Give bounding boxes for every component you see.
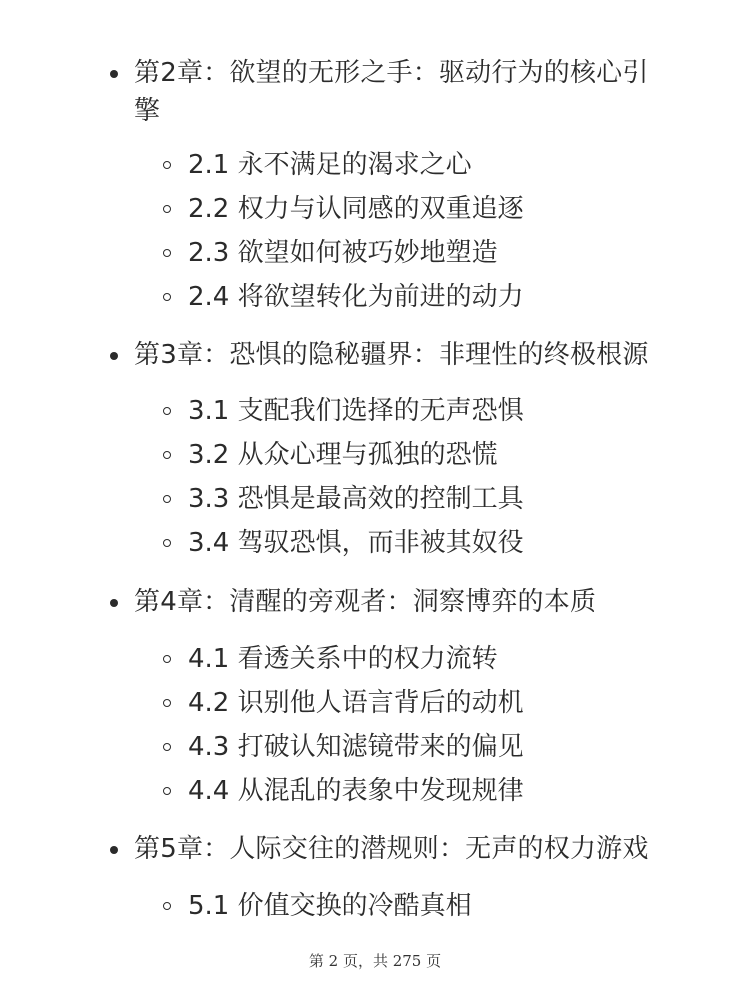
chapter-title: 第2章：欲望的无形之手：驱动行为的核心引擎 <box>134 58 649 126</box>
section-item <box>188 728 688 766</box>
section-title: 2.4 将欲望转化为前进的动力 <box>188 282 524 312</box>
section-title: 4.2 识别他人语言背后的动机 <box>188 688 524 718</box>
section-item <box>188 234 688 272</box>
section-title: 2.3 欲望如何被巧妙地塑造 <box>188 238 498 268</box>
bullet-icon <box>110 846 118 854</box>
section-title: 2.2 权力与认同感的双重追逐 <box>188 194 524 224</box>
bullet-icon <box>110 352 118 360</box>
page-number-footer: 第 2 页，共 275 页 <box>308 952 442 970</box>
section-item <box>188 392 688 430</box>
section-item <box>188 190 688 228</box>
chapter-item <box>134 583 674 621</box>
section-title: 4.4 从混乱的表象中发现规律 <box>188 776 524 806</box>
chapter-item <box>134 336 674 374</box>
chapter-title: 第3章：恐惧的隐秘疆界：非理性的终极根源 <box>134 340 649 370</box>
section-item <box>188 278 688 316</box>
circle-bullet-icon <box>163 699 171 707</box>
circle-bullet-icon <box>163 293 171 301</box>
bullet-icon <box>110 599 118 607</box>
section-item <box>188 436 688 474</box>
circle-bullet-icon <box>163 902 171 910</box>
section-title: 4.1 看透关系中的权力流转 <box>188 644 498 674</box>
section-title: 3.1 支配我们选择的无声恐惧 <box>188 396 524 426</box>
section-title: 3.4 驾驭恐惧，而非被其奴役 <box>188 528 524 558</box>
section-item <box>188 684 688 722</box>
chapter-item <box>134 830 674 868</box>
section-title: 4.3 打破认知滤镜带来的偏见 <box>188 732 524 762</box>
circle-bullet-icon <box>163 495 171 503</box>
circle-bullet-icon <box>163 787 171 795</box>
chapter-title: 第4章：清醒的旁观者：洞察博弈的本质 <box>134 587 597 617</box>
circle-bullet-icon <box>163 249 171 257</box>
circle-bullet-icon <box>163 539 171 547</box>
section-title: 5.1 价值交换的冷酷真相 <box>188 891 472 921</box>
circle-bullet-icon <box>163 161 171 169</box>
section-title: 3.2 从众心理与孤独的恐慌 <box>188 440 498 470</box>
section-item <box>188 146 688 184</box>
circle-bullet-icon <box>163 451 171 459</box>
chapter-item <box>134 54 674 130</box>
circle-bullet-icon <box>163 205 171 213</box>
section-item <box>188 640 688 678</box>
section-item <box>188 524 688 562</box>
chapter-title: 第5章：人际交往的潜规则：无声的权力游戏 <box>134 834 649 864</box>
section-item <box>188 480 688 518</box>
section-title: 2.1 永不满足的渴求之心 <box>188 150 472 180</box>
circle-bullet-icon <box>163 743 171 751</box>
section-item <box>188 887 688 925</box>
circle-bullet-icon <box>163 655 171 663</box>
bullet-icon <box>110 70 118 78</box>
circle-bullet-icon <box>163 407 171 415</box>
section-title: 3.3 恐惧是最高效的控制工具 <box>188 484 524 514</box>
section-item <box>188 772 688 810</box>
